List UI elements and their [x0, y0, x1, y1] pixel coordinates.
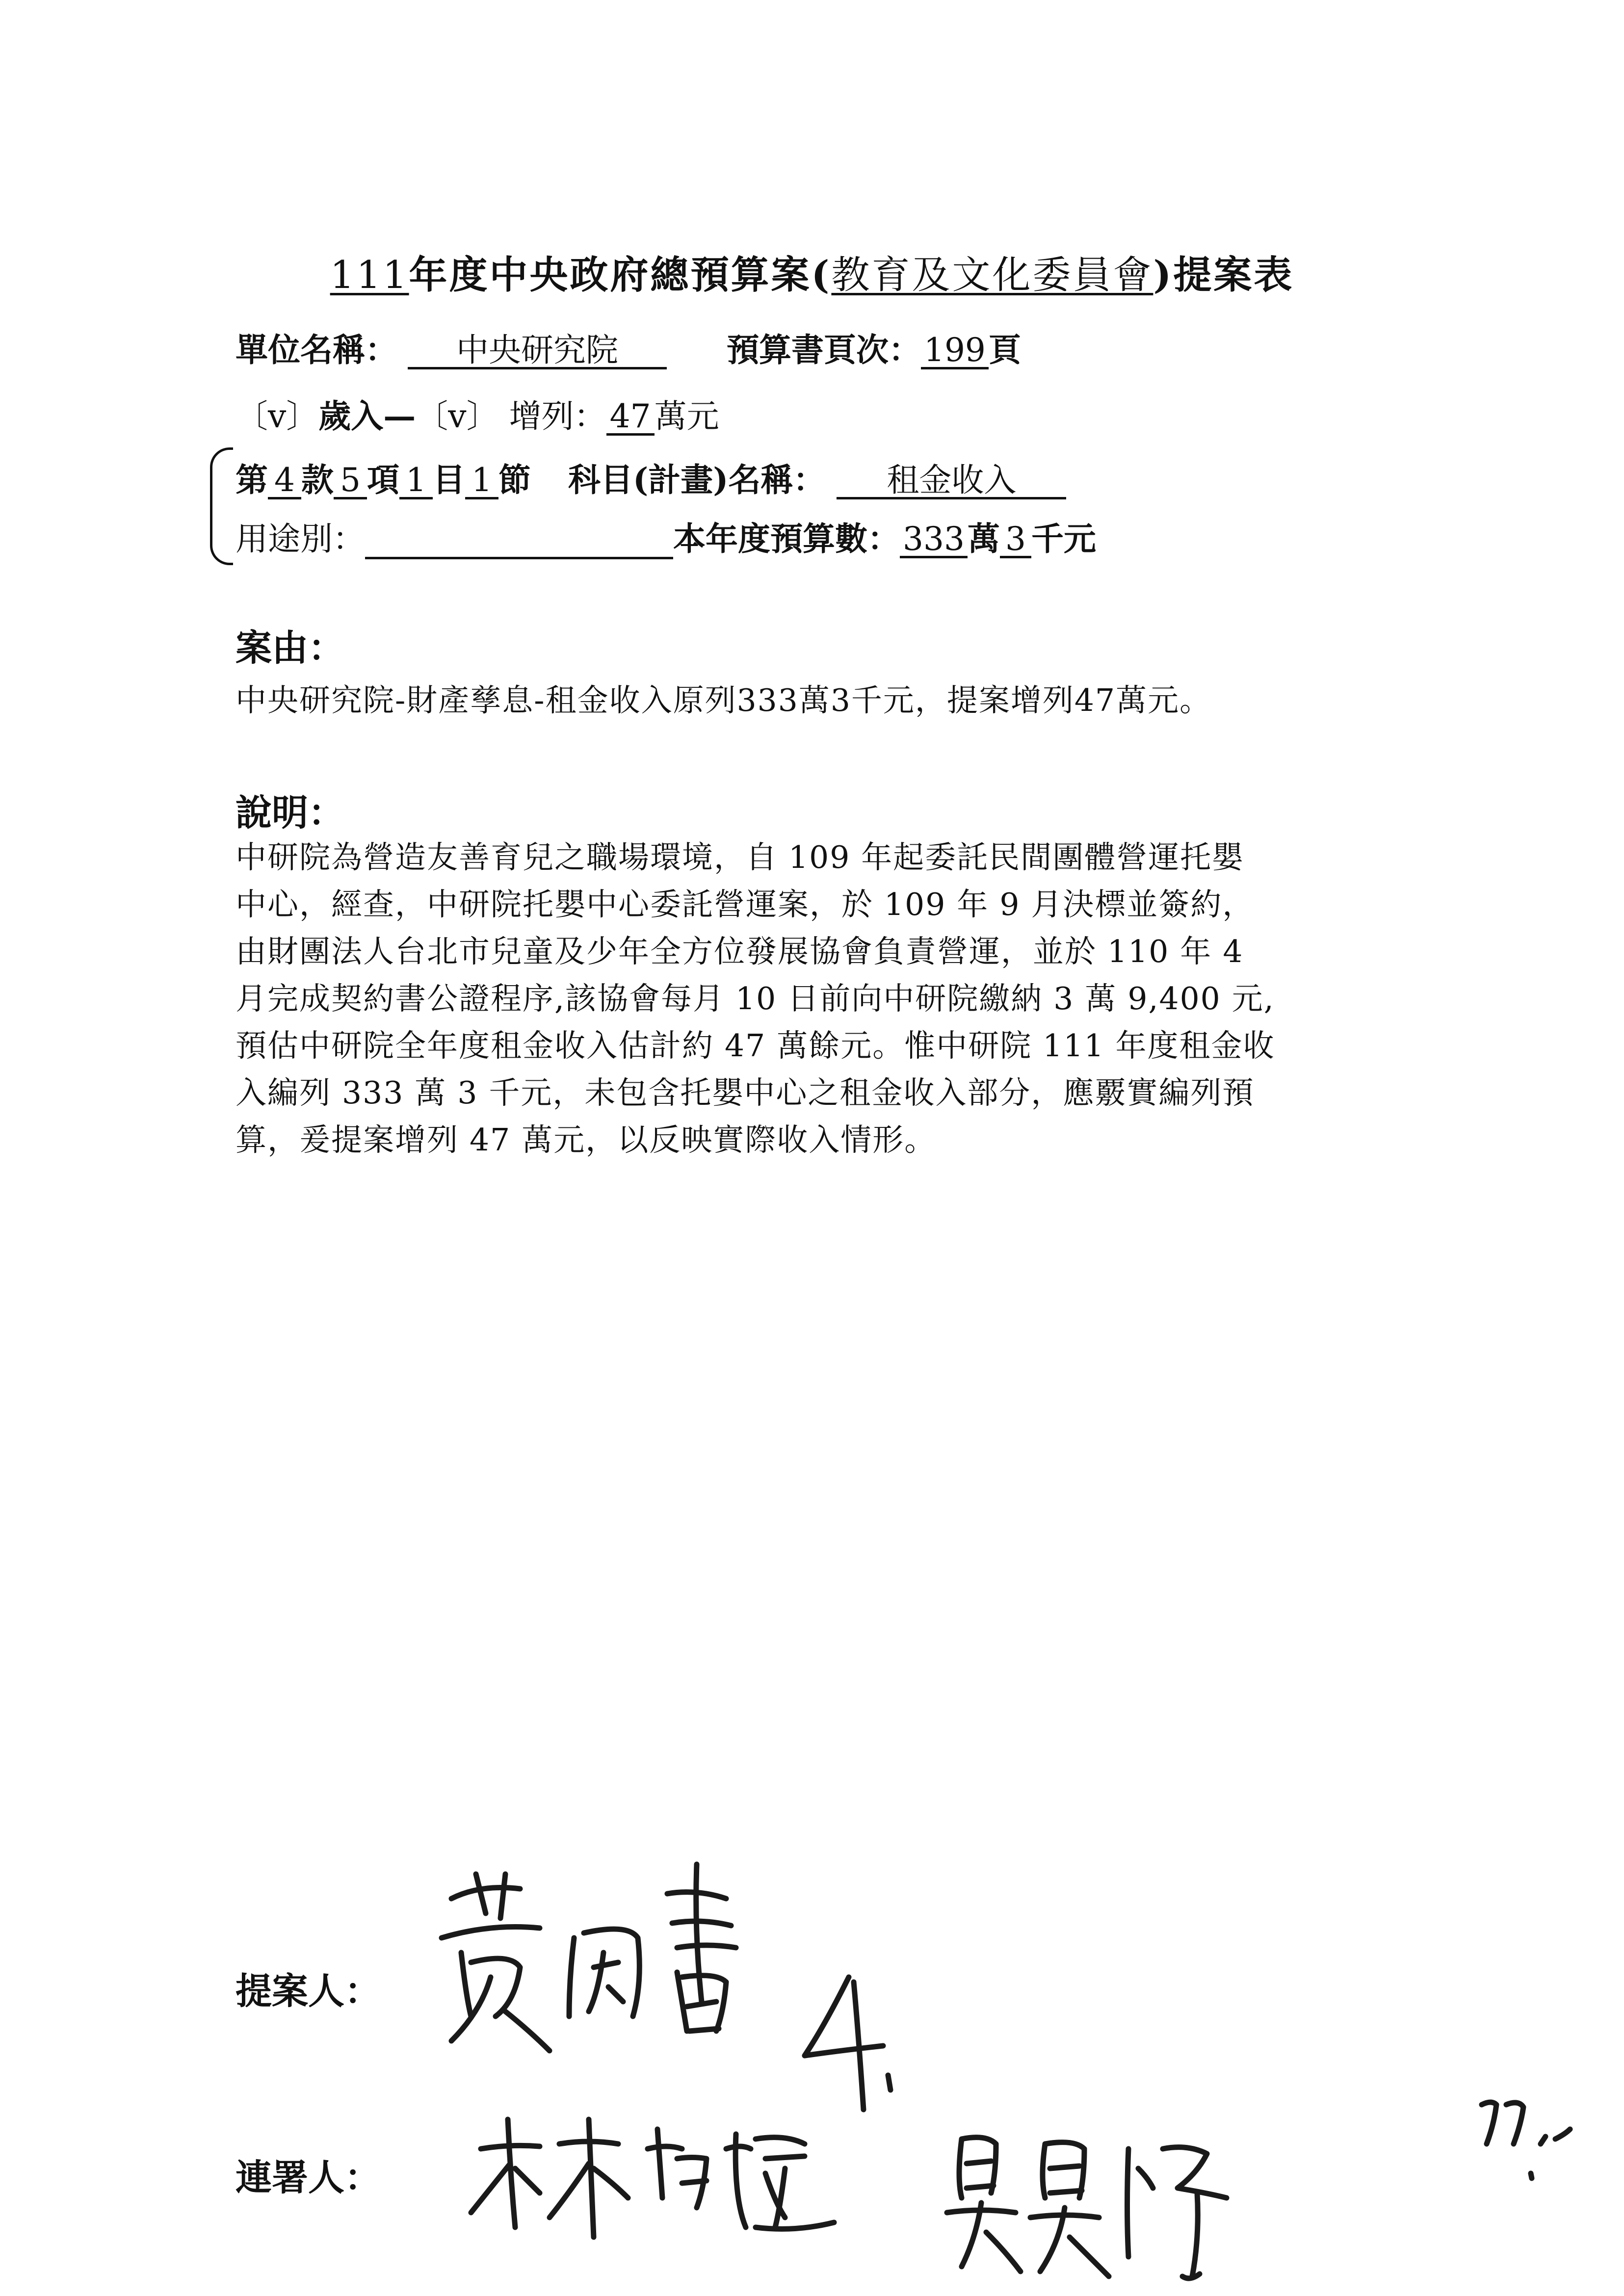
page-suffix: 頁	[988, 331, 1021, 369]
handwritten-page-mark	[1472, 2090, 1590, 2188]
explanation-line: 由財團法人台北市兒童及少年全方位發展協會負責營運，並於 110 年 4	[236, 934, 1244, 969]
budget-wan-value: 333	[900, 522, 968, 558]
proposer-label: 提案人：	[236, 1970, 381, 2012]
xiang-value: 5	[334, 463, 367, 499]
reason-text: 中央研究院-財產孳息-租金收入原列333萬3千元，提案增列47萬元。	[236, 682, 1212, 718]
reason-heading: 案由：	[236, 627, 344, 669]
explanation-line: 預估中研院全年度租金收入估計約 47 萬餘元。惟中研院 111 年度租金收	[236, 1028, 1275, 1064]
title-year: 111	[330, 253, 409, 297]
jie-value: 1	[465, 463, 498, 499]
revenue-label: 歲入—	[318, 397, 416, 435]
usage-label-text: 用途別：	[236, 520, 365, 558]
subject-label: 科目(計畫)名稱：	[568, 461, 826, 499]
unit-label: 單位名稱：	[236, 331, 397, 369]
kuan-value: 4	[268, 463, 301, 499]
item-bracket	[210, 447, 233, 565]
cosigner-signature-2	[932, 2110, 1295, 2296]
explanation-line: 中研院為營造友善育兒之職場環境，自 109 年起委託民間團體營運托嬰	[236, 839, 1244, 875]
xiang-label: 項	[367, 461, 399, 499]
mu-label: 目	[433, 461, 465, 499]
budget-qian-yuan: 千元	[1031, 520, 1096, 558]
explanation-line: 入編列 333 萬 3 千元，未包含托嬰中心之租金收入部分，應覈實編列預	[236, 1075, 1255, 1111]
mu-value: 1	[399, 463, 433, 499]
explanation-heading: 說明：	[236, 792, 344, 834]
title-prefix: 年度中央政府總預算案(	[409, 253, 832, 297]
budget-label: 本年度預算數：	[673, 520, 900, 558]
item-row	[236, 454, 1066, 500]
cosigner-label: 連署人：	[236, 2157, 381, 2199]
subject-value: 租金收入	[837, 463, 1066, 499]
page-label: 預算書頁次：	[726, 331, 921, 369]
explanation-line: 中心，經查，中研院托嬰中心委託營運案，於 109 年 9 月決標並簽約，	[236, 887, 1255, 922]
explanation-body	[236, 834, 1442, 1164]
title-committee: 教育及文化委員會	[831, 253, 1153, 297]
usage-value	[365, 524, 673, 559]
jie-label: 節	[498, 461, 531, 499]
item-di: 第	[236, 461, 268, 499]
kuan-label: 款	[301, 461, 334, 499]
increase-label: 增列：	[509, 397, 606, 435]
form-title	[0, 244, 1624, 299]
increase-value: 47	[606, 399, 655, 436]
revenue-row	[236, 390, 719, 437]
increase-unit: 萬元	[654, 397, 719, 435]
budget-qian-value: 3	[1000, 522, 1031, 558]
explanation-line: 算，爰提案增列 47 萬元，以反映實際收入情形。	[236, 1122, 937, 1158]
explanation-line: 月完成契約書公證程序,該協會每月 10 日前向中研院繳納 3 萬 9,400 元,	[236, 981, 1275, 1017]
unit-value: 中央研究院	[408, 333, 667, 369]
page-value: 199	[921, 333, 989, 369]
title-suffix: )提案表	[1153, 253, 1294, 297]
increase-checkbox: 〔v〕	[416, 397, 499, 435]
usage-row	[236, 513, 1096, 559]
revenue-checkbox: 〔v〕	[236, 397, 319, 435]
cosigner-signature-1	[461, 2100, 864, 2267]
budget-wan: 萬	[968, 520, 1000, 558]
unit-row	[236, 324, 1021, 370]
proposer-signature	[422, 1854, 765, 2070]
